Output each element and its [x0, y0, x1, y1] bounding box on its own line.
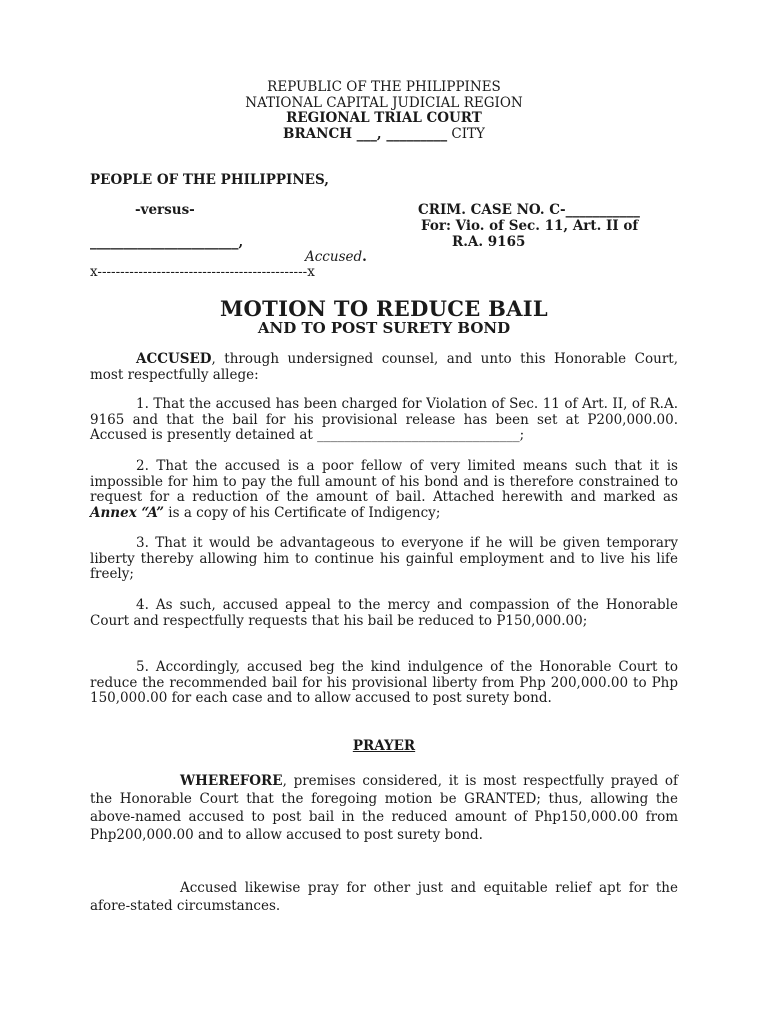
paragraph-2-text-b: is a copy of his Certificate of Indigency; — [164, 504, 441, 521]
annex-reference: Annex “A” — [90, 504, 164, 521]
paragraph-2 — [90, 459, 678, 521]
prayer-paragraph — [90, 772, 678, 844]
versus-label: -versus- — [135, 202, 195, 218]
intro-lead: ACCUSED — [136, 351, 212, 367]
paragraph-2-text-a: 2. That the accused is a poor fellow of very limited means such that it is impossible for him to pay the full amount of his bond and is therefore constrained to request for a reduction of the amount of bail. Attached herewith and marked as — [90, 458, 678, 506]
case-charge: For: Vio. of Sec. 11, Art. II of — [421, 218, 639, 234]
header-branch — [0, 126, 768, 142]
case-number: CRIM. CASE NO. C-___________ — [418, 202, 640, 218]
accused-label — [305, 249, 367, 265]
accused-label-text: Accused — [305, 249, 363, 265]
intro-rest: , through undersigned counsel, and unto this Honorable Court, most respectfully allege: — [90, 351, 678, 383]
header-region: NATIONAL CAPITAL JUDICIAL REGION — [245, 95, 523, 111]
relief-paragraph — [90, 879, 678, 915]
paragraph-4-text: 4. As such, accused appeal to the mercy and compassion of the Honorable Court and respectfully requests that his bail be reduced to P150,000.00; — [90, 597, 678, 629]
paragraph-5-text: 5. Accordingly, accused beg the kind indulgence of the Honorable Court to reduce the recommended bail for his provisional liberty from Php 200,000.00 to Php 150,000.00 for each case and to allow accused to post surety bond. — [90, 659, 678, 707]
case-law: R.A. 9165 — [452, 234, 526, 250]
motion-title: MOTION TO REDUCE BAIL — [220, 296, 548, 321]
paragraph-3 — [90, 536, 678, 583]
paragraph-4 — [90, 598, 678, 629]
paragraph-1 — [90, 397, 678, 444]
header-city: CITY — [447, 126, 485, 142]
header-republic: REPUBLIC OF THE PHILIPPINES — [267, 79, 501, 95]
caption-separator: x----------------------------------------------x — [90, 264, 315, 280]
accused-name-blank: ______________________, — [90, 234, 244, 250]
paragraph-1-text: 1. That the accused has been charged for Violation of Sec. 11 of Art. II, of R.A. 9165 and that the bail for his provisional release has been set at P200,000.00. Accused is presently detained at ______________________________; — [90, 396, 678, 444]
prayer-lead: WHEREFORE — [180, 773, 283, 789]
relief-text: Accused likewise pray for other just and equitable relief apt for the afore-stated circumstances. — [90, 880, 678, 914]
paragraph-3-text: 3. That it would be advantageous to everyone if he will be given temporary liberty thereby allowing him to continue his gainful employment and to live his life freely; — [90, 535, 678, 583]
header-court: REGIONAL TRIAL COURT — [286, 110, 482, 126]
intro-paragraph — [90, 352, 678, 383]
paragraph-5 — [90, 660, 678, 707]
motion-subtitle: AND TO POST SURETY BOND — [257, 319, 511, 337]
plaintiff-name: PEOPLE OF THE PHILIPPINES, — [90, 172, 329, 188]
prayer-rest: , premises considered, it is most respectfully prayed of the Honorable Court that the foregoing motion be GRANTED; thus, allowing the above-named accused to post bail in the reduced amount of Php150,000.00 from Php200,000.00 and to allow accused to post surety bond. — [90, 773, 678, 843]
accused-label-dot: . — [362, 249, 367, 265]
prayer-heading: PRAYER — [352, 738, 416, 754]
header-branch-label: BRANCH ___, _________ — [283, 126, 448, 142]
